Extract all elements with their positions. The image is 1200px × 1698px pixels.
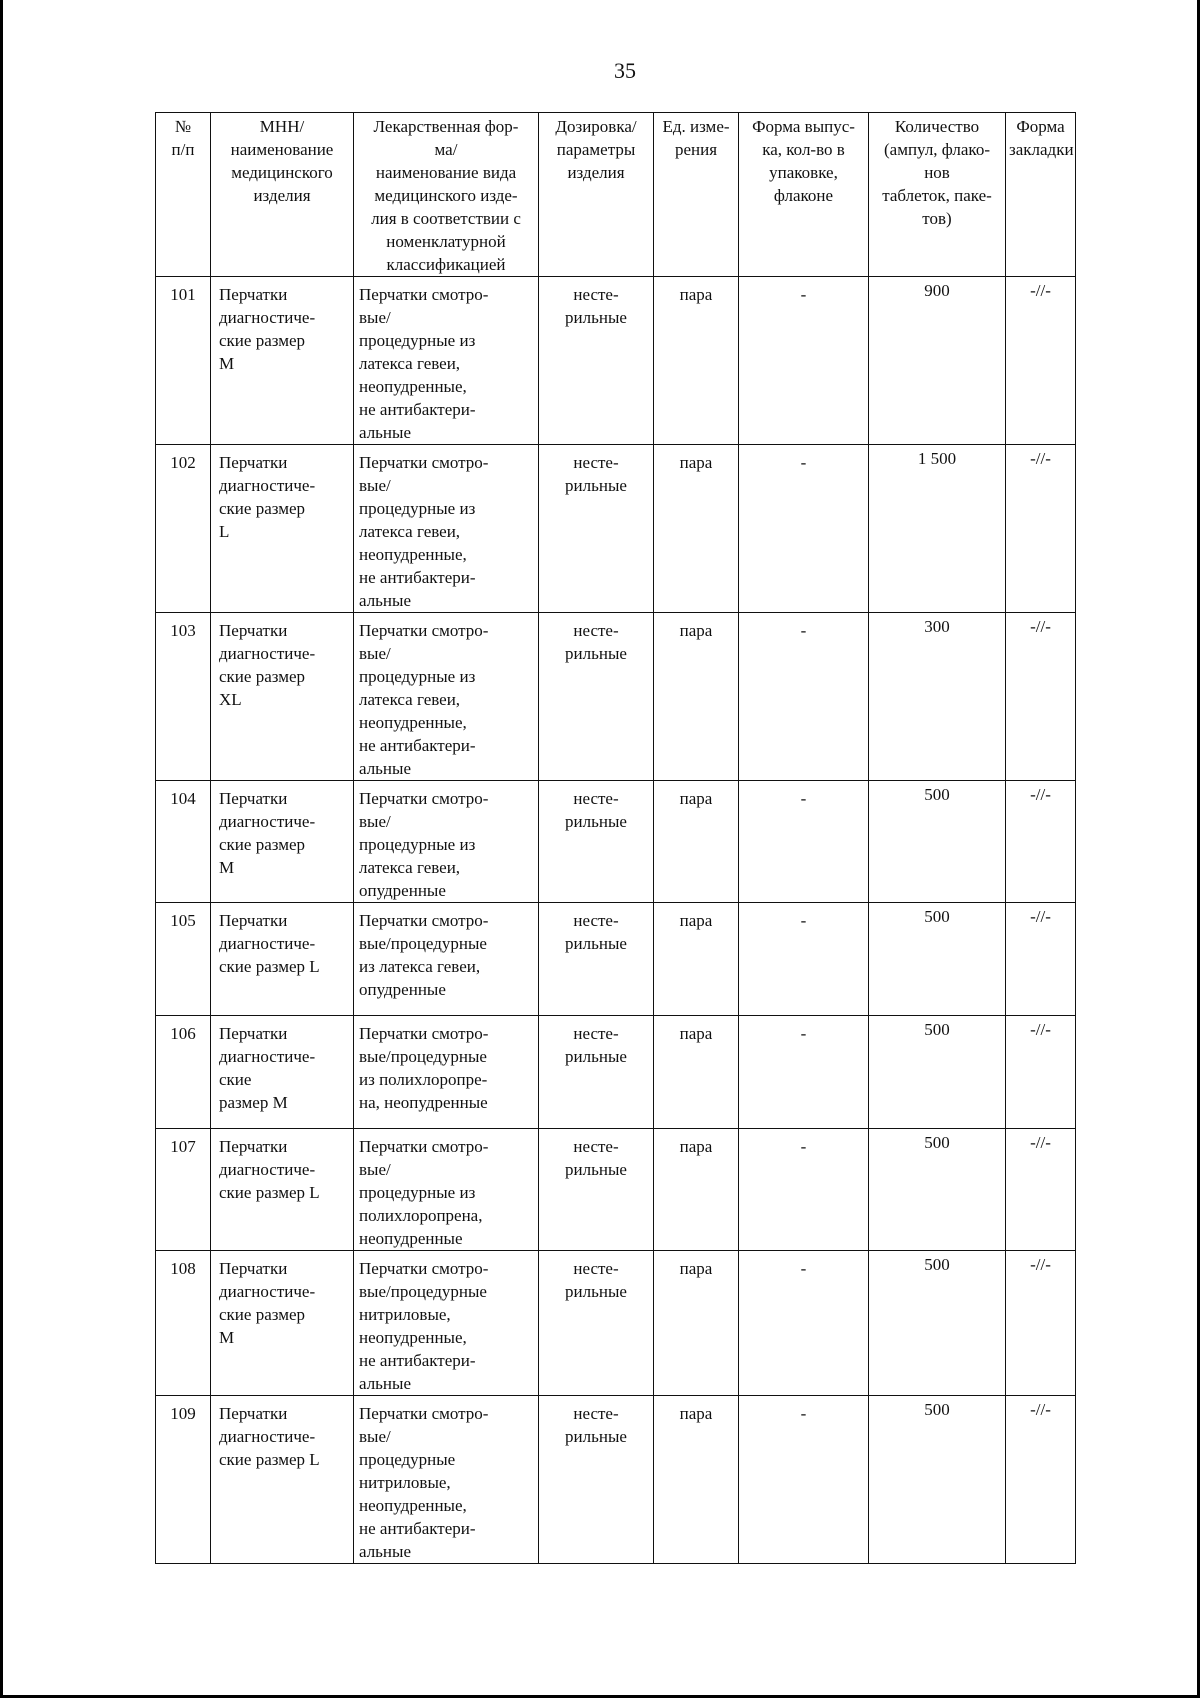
- bookmark-form-cell: -//-: [1006, 1016, 1076, 1129]
- bookmark-form-cell: -//-: [1006, 1396, 1076, 1564]
- dosage-form-cell-line: Перчатки смотро-: [359, 1024, 489, 1043]
- row-number-cell: 104: [156, 781, 211, 903]
- item-name-cell-line: ские размер: [219, 835, 306, 854]
- dosage-form-cell-line: альные: [359, 759, 411, 778]
- dosage-cell-line: несте-: [573, 1137, 619, 1156]
- item-name-cell-line: Перчатки: [219, 911, 288, 930]
- item-name-cell-line: диагностиче-: [219, 1427, 316, 1446]
- dosage-form-cell: [354, 277, 539, 445]
- header-text-line: Ед. изме-: [662, 117, 730, 136]
- header-text-line: наименование: [230, 140, 334, 159]
- unit-cell: пара: [654, 613, 739, 781]
- dosage-form-cell: [354, 445, 539, 613]
- unit-cell: пара: [654, 781, 739, 903]
- dosage-form-cell-line: латекса гевеи,: [359, 858, 461, 877]
- quantity-cell: 1 500: [869, 445, 1006, 613]
- item-name-cell-line: ские: [219, 1070, 252, 1089]
- item-name-cell-line: ские размер L: [219, 957, 320, 976]
- header-text-line: медицинского: [231, 163, 333, 182]
- dosage-form-cell-line: не антибактери-: [359, 400, 476, 419]
- dosage-form-cell-line: вые/: [359, 1427, 391, 1446]
- dosage-cell-line: рильные: [565, 1427, 627, 1446]
- dosage-form-cell-line: вые/: [359, 1160, 391, 1179]
- item-name-cell-line: М: [219, 858, 235, 877]
- quantity-cell: 300: [869, 613, 1006, 781]
- item-name-cell-line: L: [219, 522, 230, 541]
- dosage-form-cell-line: Перчатки смотро-: [359, 285, 489, 304]
- header-text-line: классификацией: [386, 255, 506, 274]
- dosage-form-cell-line: альные: [359, 591, 411, 610]
- item-name-cell: [211, 1396, 354, 1564]
- quantity-cell: 500: [869, 1251, 1006, 1396]
- row-number-cell: 105: [156, 903, 211, 1016]
- item-name-cell-line: ские размер: [219, 667, 306, 686]
- quantity-cell: 500: [869, 781, 1006, 903]
- dosage-form-cell: [354, 1251, 539, 1396]
- header-text-line: Форма выпус-: [752, 117, 855, 136]
- item-name-cell-line: Перчатки: [219, 1259, 288, 1278]
- dosage-form-cell: [354, 1016, 539, 1129]
- table-row: [156, 445, 1076, 613]
- bookmark-form-cell: -//-: [1006, 903, 1076, 1016]
- dosage-form-cell-line: Перчатки смотро-: [359, 1137, 489, 1156]
- release-form-cell: -: [739, 1016, 869, 1129]
- item-name-cell: [211, 1016, 354, 1129]
- release-form-cell: -: [739, 613, 869, 781]
- header-text-line: Форма: [1016, 117, 1065, 136]
- table-header: [156, 113, 1076, 277]
- table-row: [156, 903, 1076, 1016]
- bookmark-form-cell: -//-: [1006, 445, 1076, 613]
- item-name-cell-line: диагностиче-: [219, 476, 316, 495]
- dosage-form-cell: [354, 613, 539, 781]
- release-form-cell: -: [739, 1251, 869, 1396]
- dosage-form-cell-line: Перчатки смотро-: [359, 1259, 489, 1278]
- item-name-cell-line: диагностиче-: [219, 1160, 316, 1179]
- dosage-cell: [539, 613, 654, 781]
- quantity-cell: 500: [869, 1396, 1006, 1564]
- dosage-form-cell-line: неопудренные,: [359, 713, 467, 732]
- header-unit: [654, 113, 739, 277]
- item-name-cell-line: Перчатки: [219, 621, 288, 640]
- dosage-cell-line: рильные: [565, 476, 627, 495]
- item-name-cell-line: ские размер: [219, 499, 306, 518]
- dosage-cell: [539, 277, 654, 445]
- dosage-form-cell-line: не антибактери-: [359, 736, 476, 755]
- dosage-form-cell-line: неопудренные,: [359, 1496, 467, 1515]
- header-quantity: [869, 113, 1006, 277]
- bookmark-form-cell: -//-: [1006, 277, 1076, 445]
- dosage-form-cell-line: латекса гевеи,: [359, 522, 461, 541]
- dosage-cell: [539, 1396, 654, 1564]
- item-name-cell-line: ские размер L: [219, 1450, 320, 1469]
- bookmark-form-cell: -//-: [1006, 1129, 1076, 1251]
- dosage-cell-line: несте-: [573, 911, 619, 930]
- dosage-form-cell: [354, 903, 539, 1016]
- quantity-cell: 500: [869, 1016, 1006, 1129]
- item-name-cell-line: диагностиче-: [219, 1282, 316, 1301]
- dosage-form-cell-line: из полихлоропре-: [359, 1070, 488, 1089]
- unit-cell: пара: [654, 1251, 739, 1396]
- dosage-form-cell-line: Перчатки смотро-: [359, 1404, 489, 1423]
- item-name-cell-line: ские размер: [219, 331, 306, 350]
- dosage-form-cell-line: нитриловые,: [359, 1305, 451, 1324]
- dosage-form-cell-line: вые/: [359, 812, 391, 831]
- item-name-cell: [211, 903, 354, 1016]
- item-name-cell-line: диагностиче-: [219, 934, 316, 953]
- item-name-cell-line: диагностиче-: [219, 644, 316, 663]
- item-name-cell-line: диагностиче-: [219, 308, 316, 327]
- header-inn-name: [211, 113, 354, 277]
- dosage-form-cell-line: неопудренные: [359, 1229, 463, 1248]
- header-dosage: [539, 113, 654, 277]
- header-text-line: п/п: [171, 140, 195, 159]
- dosage-form-cell-line: альные: [359, 423, 411, 442]
- dosage-form-cell-line: латекса гевеи,: [359, 690, 461, 709]
- header-text-line: Дозировка/: [555, 117, 637, 136]
- dosage-cell-line: несте-: [573, 1024, 619, 1043]
- dosage-form-cell-line: полихлоропрена,: [359, 1206, 483, 1225]
- item-name-cell: [211, 445, 354, 613]
- dosage-form-cell-line: неопудренные,: [359, 545, 467, 564]
- dosage-form-cell-line: опудренные: [359, 881, 446, 900]
- item-name-cell-line: Перчатки: [219, 453, 288, 472]
- item-name-cell-line: Перчатки: [219, 1404, 288, 1423]
- header-text-line: медицинского изде-: [374, 186, 518, 205]
- header-text-line: ма/: [434, 140, 458, 159]
- dosage-form-cell-line: вые/: [359, 308, 391, 327]
- item-name-cell: [211, 277, 354, 445]
- header-text-line: упаковке,: [769, 163, 838, 182]
- header-text-line: закладки: [1009, 140, 1074, 159]
- dosage-cell: [539, 1251, 654, 1396]
- header-text-line: Лекарственная фор-: [373, 117, 519, 136]
- dosage-cell-line: несте-: [573, 789, 619, 808]
- item-name-cell-line: диагностиче-: [219, 1047, 316, 1066]
- release-form-cell: -: [739, 903, 869, 1016]
- item-name-cell: [211, 1129, 354, 1251]
- header-text-line: рения: [674, 140, 718, 159]
- dosage-form-cell-line: альные: [359, 1542, 411, 1561]
- dosage-form-cell-line: на, неопудренные: [359, 1093, 488, 1112]
- row-number-cell: 106: [156, 1016, 211, 1129]
- table-row: [156, 781, 1076, 903]
- dosage-form-cell: [354, 781, 539, 903]
- release-form-cell: -: [739, 277, 869, 445]
- unit-cell: пара: [654, 1129, 739, 1251]
- header-text-line: номенклатурной: [386, 232, 506, 251]
- dosage-form-cell-line: Перчатки смотро-: [359, 789, 489, 808]
- header-text-line: изделия: [567, 163, 625, 182]
- item-name-cell: [211, 1251, 354, 1396]
- dosage-cell-line: несте-: [573, 453, 619, 472]
- dosage-cell-line: несте-: [573, 621, 619, 640]
- header-text-line: Количество: [894, 117, 980, 136]
- dosage-cell-line: рильные: [565, 934, 627, 953]
- item-name-cell-line: Перчатки: [219, 1137, 288, 1156]
- dosage-cell: [539, 445, 654, 613]
- item-name-cell: [211, 781, 354, 903]
- dosage-form-cell-line: вые/: [359, 644, 391, 663]
- table-row: [156, 1251, 1076, 1396]
- release-form-cell: -: [739, 1396, 869, 1564]
- item-name-cell: [211, 613, 354, 781]
- header-text-line: (ампул, флако-: [884, 140, 990, 159]
- dosage-form-cell-line: вые/процедурные: [359, 1047, 487, 1066]
- dosage-form-cell-line: вые/процедурные: [359, 1282, 487, 1301]
- dosage-form-cell-line: вые/процедурные: [359, 934, 487, 953]
- dosage-cell-line: рильные: [565, 308, 627, 327]
- dosage-form-cell-line: опудренные: [359, 980, 446, 999]
- dosage-cell-line: рильные: [565, 1047, 627, 1066]
- medical-items-table: [155, 112, 1076, 1564]
- item-name-cell-line: М: [219, 1328, 235, 1347]
- table-row: [156, 1129, 1076, 1251]
- dosage-form-cell-line: процедурные из: [359, 1183, 476, 1202]
- bookmark-form-cell: -//-: [1006, 1251, 1076, 1396]
- header-text-line: ка, кол-во в: [762, 140, 845, 159]
- release-form-cell: -: [739, 445, 869, 613]
- dosage-form-cell: [354, 1129, 539, 1251]
- dosage-form-cell-line: процедурные: [359, 1450, 456, 1469]
- release-form-cell: -: [739, 781, 869, 903]
- unit-cell: пара: [654, 1396, 739, 1564]
- header-row: [156, 113, 1076, 277]
- item-name-cell-line: ские размер: [219, 1305, 306, 1324]
- header-text-line: МНН/: [259, 117, 305, 136]
- header-bookmark-form: [1006, 113, 1076, 277]
- table-row: [156, 277, 1076, 445]
- dosage-cell: [539, 781, 654, 903]
- dosage-form-cell-line: не антибактери-: [359, 1351, 476, 1370]
- bookmark-form-cell: -//-: [1006, 781, 1076, 903]
- dosage-cell-line: несте-: [573, 1259, 619, 1278]
- dosage-form-cell-line: нитриловые,: [359, 1473, 451, 1492]
- dosage-form-cell-line: процедурные из: [359, 331, 476, 350]
- dosage-form-cell-line: Перчатки смотро-: [359, 621, 489, 640]
- header-text-line: изделия: [253, 186, 311, 205]
- dosage-cell-line: рильные: [565, 644, 627, 663]
- dosage-form-cell-line: Перчатки смотро-: [359, 453, 489, 472]
- header-text-line: №: [174, 117, 192, 136]
- item-name-cell-line: М: [219, 354, 235, 373]
- unit-cell: пара: [654, 903, 739, 1016]
- dosage-form-cell-line: из латекса гевеи,: [359, 957, 481, 976]
- dosage-cell: [539, 1016, 654, 1129]
- dosage-form-cell-line: латекса гевеи,: [359, 354, 461, 373]
- row-number-cell: 103: [156, 613, 211, 781]
- header-text-line: наименование вида: [375, 163, 517, 182]
- quantity-cell: 500: [869, 903, 1006, 1016]
- dosage-form-cell-line: не антибактери-: [359, 568, 476, 587]
- header-text-line: нов: [924, 163, 950, 182]
- dosage-cell-line: рильные: [565, 1282, 627, 1301]
- table-row: [156, 613, 1076, 781]
- medical-items-table-wrapper: [155, 112, 1075, 1564]
- header-text-line: лия в соответствии с: [371, 209, 521, 228]
- dosage-form-cell: [354, 1396, 539, 1564]
- dosage-cell-line: рильные: [565, 812, 627, 831]
- row-number-cell: 101: [156, 277, 211, 445]
- dosage-cell-line: несте-: [573, 1404, 619, 1423]
- quantity-cell: 900: [869, 277, 1006, 445]
- dosage-form-cell-line: неопудренные,: [359, 1328, 467, 1347]
- dosage-cell: [539, 1129, 654, 1251]
- dosage-form-cell-line: вые/: [359, 476, 391, 495]
- header-text-line: флаконе: [773, 186, 834, 205]
- release-form-cell: -: [739, 1129, 869, 1251]
- header-text-line: тов): [922, 209, 952, 228]
- dosage-form-cell-line: Перчатки смотро-: [359, 911, 489, 930]
- row-number-cell: 107: [156, 1129, 211, 1251]
- page-number: 35: [614, 58, 636, 83]
- row-number-cell: 109: [156, 1396, 211, 1564]
- header-text-line: таблеток, паке-: [882, 186, 992, 205]
- unit-cell: пара: [654, 445, 739, 613]
- item-name-cell-line: Перчатки: [219, 285, 288, 304]
- dosage-form-cell-line: неопудренные,: [359, 377, 467, 396]
- unit-cell: пара: [654, 1016, 739, 1129]
- dosage-form-cell-line: процедурные из: [359, 835, 476, 854]
- item-name-cell-line: размер М: [219, 1093, 288, 1112]
- item-name-cell-line: ские размер L: [219, 1183, 320, 1202]
- bookmark-form-cell: -//-: [1006, 613, 1076, 781]
- table-row: [156, 1396, 1076, 1564]
- dosage-cell-line: рильные: [565, 1160, 627, 1179]
- item-name-cell-line: Перчатки: [219, 789, 288, 808]
- row-number-cell: 108: [156, 1251, 211, 1396]
- header-dosage-form: [354, 113, 539, 277]
- row-number-cell: 102: [156, 445, 211, 613]
- header-number: [156, 113, 211, 277]
- table-body: [156, 277, 1076, 1564]
- dosage-form-cell-line: процедурные из: [359, 667, 476, 686]
- item-name-cell-line: Перчатки: [219, 1024, 288, 1043]
- dosage-cell-line: несте-: [573, 285, 619, 304]
- header-release-form: [739, 113, 869, 277]
- table-row: [156, 1016, 1076, 1129]
- scan-border-left: [0, 0, 3, 1698]
- header-text-line: параметры: [556, 140, 636, 159]
- quantity-cell: 500: [869, 1129, 1006, 1251]
- item-name-cell-line: диагностиче-: [219, 812, 316, 831]
- dosage-cell: [539, 903, 654, 1016]
- dosage-form-cell-line: не антибактери-: [359, 1519, 476, 1538]
- dosage-form-cell-line: альные: [359, 1374, 411, 1393]
- dosage-form-cell-line: процедурные из: [359, 499, 476, 518]
- item-name-cell-line: XL: [219, 690, 242, 709]
- unit-cell: пара: [654, 277, 739, 445]
